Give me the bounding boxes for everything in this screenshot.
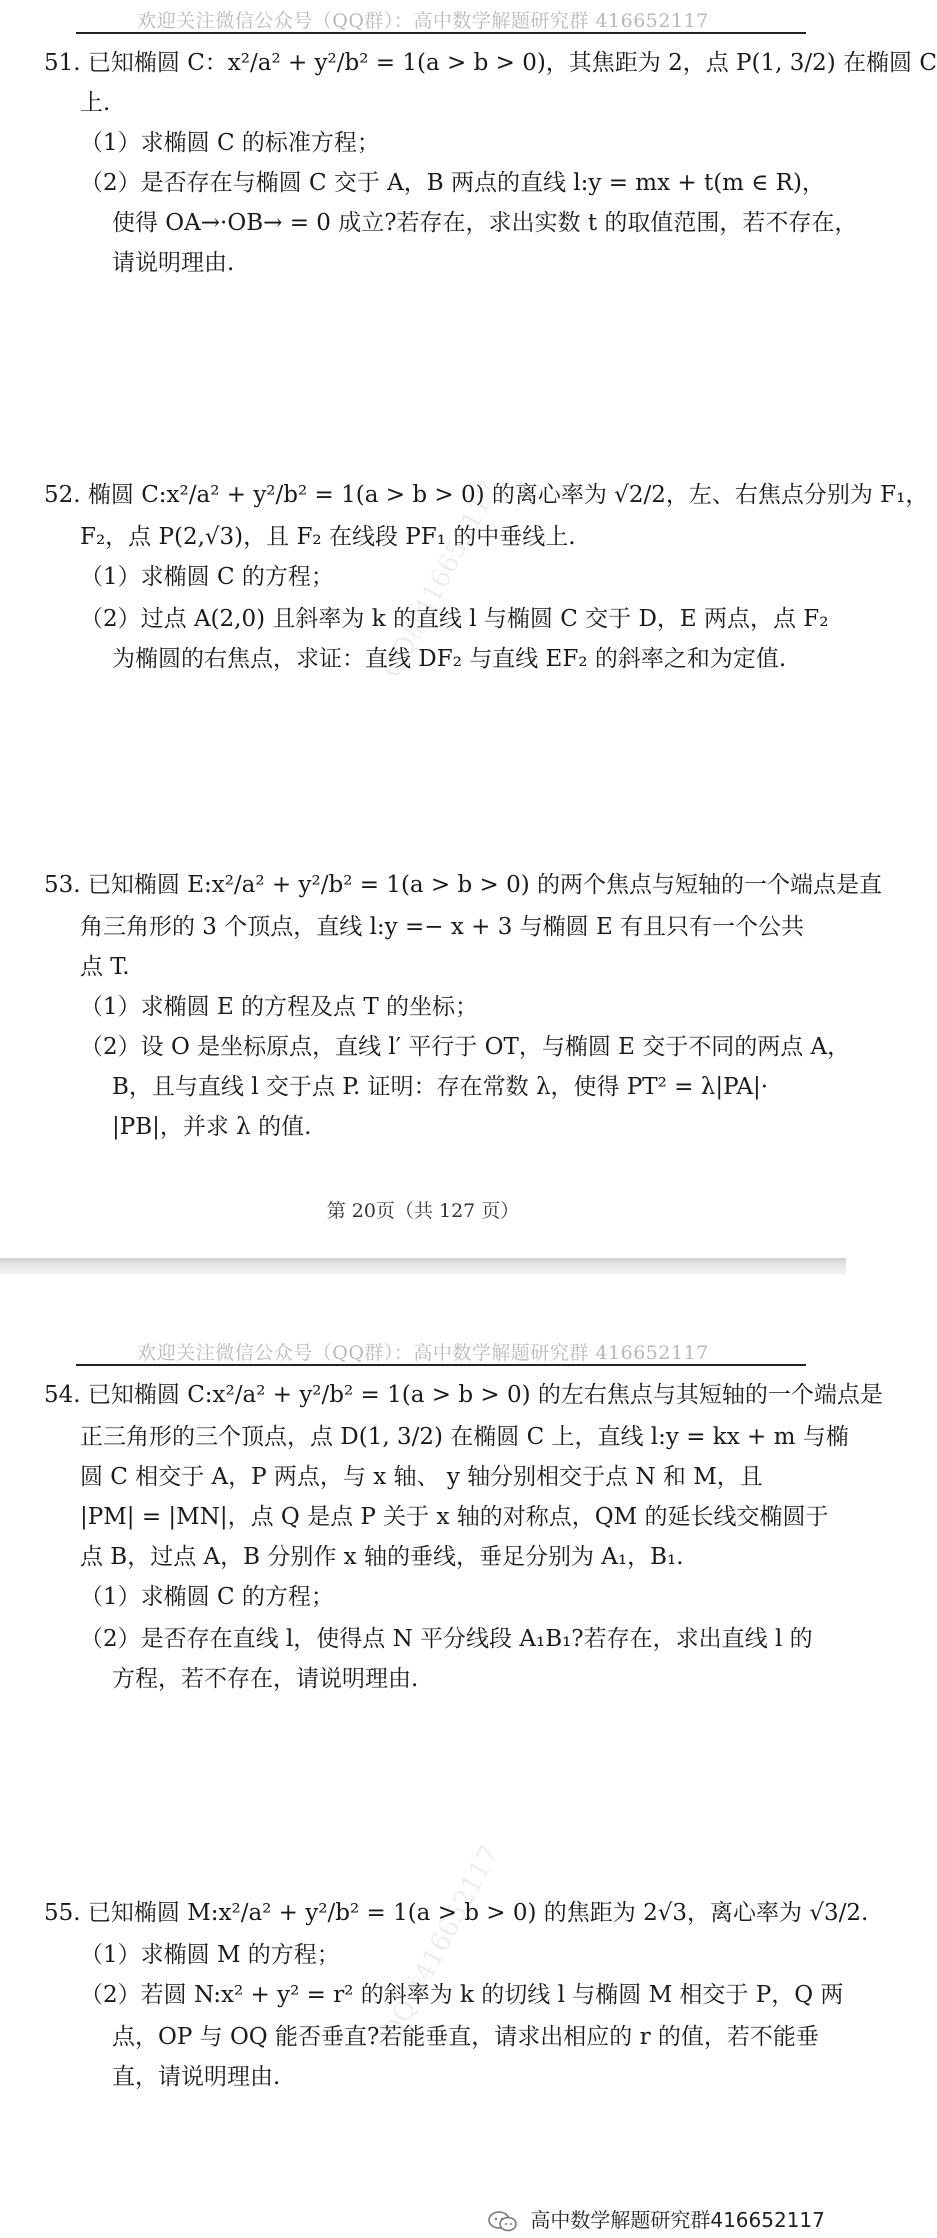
brand-text: 高中数学解题研究群416652117 bbox=[530, 2208, 825, 2232]
problem-51-part-2-cont: 请说明理由. bbox=[112, 250, 235, 276]
problem-54-line-4: |PM| = |MN|，点 Q 是点 P 关于 x 轴的对称点，QM 的延长线交椭圆于 bbox=[80, 1504, 829, 1530]
problem-55-part-1: （1）求椭圆 M 的方程； bbox=[80, 1942, 340, 1968]
page-footer: 第 20页（共 127 页） bbox=[326, 1200, 520, 1222]
problem-51-part-2-cont: 使得 OA→·OB→ = 0 成立?若存在，求出实数 t 的取值范围，若不存在， bbox=[112, 210, 858, 236]
watermark: QQ群416652117 bbox=[376, 476, 506, 683]
problem-51-line-2: 上. bbox=[80, 90, 111, 116]
problem-55-part-2: （2）若圆 N:x² + y² = r² 的斜率为 k 的切线 l 与椭圆 M 相交于 P，Q 两 bbox=[80, 1982, 844, 2008]
problem-53-line-1: 53. 已知椭圆 E:x²/a² + y²/b² = 1(a > b > 0) 的两个焦点与短轴的一个端点是直 bbox=[44, 872, 883, 898]
problem-53-part-2-cont: |PB|，并求 λ 的值. bbox=[112, 1114, 312, 1140]
problem-53-part-2: （2）设 O 是坐标原点，直线 l′ 平行于 OT，与椭圆 E 交于不同的两点 A， bbox=[80, 1034, 851, 1060]
brand-badge bbox=[488, 2204, 825, 2233]
page-header: 欢迎关注微信公众号（QQ群）：高中数学解题研究群 416652117 bbox=[137, 10, 709, 32]
problem-53-part-2-cont: B，且与直线 l 交于点 P. 证明：存在常数 λ，使得 PT² = λ|PA|· bbox=[112, 1074, 769, 1100]
problem-51-line-1: 51. 已知椭圆 C：x²/a² + y²/b² = 1(a > b > 0)，其焦距为 2，点 P(1, 3/2) 在椭圆 C bbox=[44, 50, 937, 76]
problem-51-part-2: （2）是否存在与椭圆 C 交于 A，B 两点的直线 l:y = mx + t(m ∈ R)， bbox=[80, 170, 825, 196]
problem-54-line-5: 点 B，过点 A，B 分别作 x 轴的垂线，垂足分别为 A₁，B₁. bbox=[80, 1544, 684, 1570]
header-rule bbox=[76, 1364, 806, 1366]
problem-55-part-2-cont: 直，请说明理由. bbox=[112, 2064, 281, 2090]
problem-54-line-3: 圆 C 相交于 A，P 两点，与 x 轴、 y 轴分别相交于点 N 和 M，且 bbox=[80, 1464, 763, 1490]
page-header: 欢迎关注微信公众号（QQ群）：高中数学解题研究群 416652117 bbox=[137, 1342, 709, 1364]
problem-54-line-2: 正三角形的三个顶点，点 D(1, 3/2) 在椭圆 C 上，直线 l:y = kx + m 与椭 bbox=[80, 1424, 849, 1450]
document-page-2 bbox=[0, 1274, 883, 2237]
problem-54-line-1: 54. 已知椭圆 C:x²/a² + y²/b² = 1(a > b > 0) 的左右焦点与其短轴的一个端点是 bbox=[44, 1382, 883, 1408]
header-rule bbox=[76, 32, 806, 34]
problem-51-part-1: （1）求椭圆 C 的标准方程； bbox=[80, 130, 380, 156]
watermark: QQ群416652117 bbox=[376, 1840, 506, 2047]
problem-52-part-2-cont: 为椭圆的右焦点，求证：直线 DF₂ 与直线 EF₂ 的斜率之和为定值. bbox=[112, 646, 787, 672]
problem-54-part-1: （1）求椭圆 C 的方程； bbox=[80, 1584, 334, 1610]
problem-55-line-1: 55. 已知椭圆 M:x²/a² + y²/b² = 1(a > b > 0) 的焦距为 2√3，离心率为 √3/2. bbox=[44, 1900, 869, 1926]
problem-53-line-3: 点 T. bbox=[80, 954, 130, 980]
page-separator bbox=[0, 1258, 846, 1274]
problem-52-part-1: （1）求椭圆 C 的方程； bbox=[80, 564, 334, 590]
problem-52-part-2: （2）过点 A(2,0) 且斜率为 k 的直线 l 与椭圆 C 交于 D，E 两点，点 F₂ bbox=[80, 606, 829, 632]
problem-53-part-1: （1）求椭圆 E 的方程及点 T 的坐标； bbox=[80, 994, 479, 1020]
problem-55-part-2-cont: 点，OP 与 OQ 能否垂直?若能垂直，请求出相应的 r 的值，若不能垂 bbox=[112, 2024, 819, 2050]
problem-54-part-2-cont: 方程，若不存在，请说明理由. bbox=[112, 1666, 419, 1692]
problem-52-line-1: 52. 椭圆 C:x²/a² + y²/b² = 1(a > b > 0) 的离心率为 √2/2，左、右焦点分别为 F₁， bbox=[44, 482, 929, 508]
problem-54-part-2: （2）是否存在直线 l，使得点 N 平分线段 A₁B₁?若存在，求出直线 l 的 bbox=[80, 1626, 813, 1652]
wechat-icon bbox=[488, 2211, 518, 2233]
problem-53-line-2: 角三角形的 3 个顶点，直线 l:y =− x + 3 与椭圆 E 有且只有一个公共 bbox=[80, 914, 805, 940]
problem-52-line-2: F₂，点 P(2,√3)，且 F₂ 在线段 PF₁ 的中垂线上. bbox=[80, 524, 576, 550]
